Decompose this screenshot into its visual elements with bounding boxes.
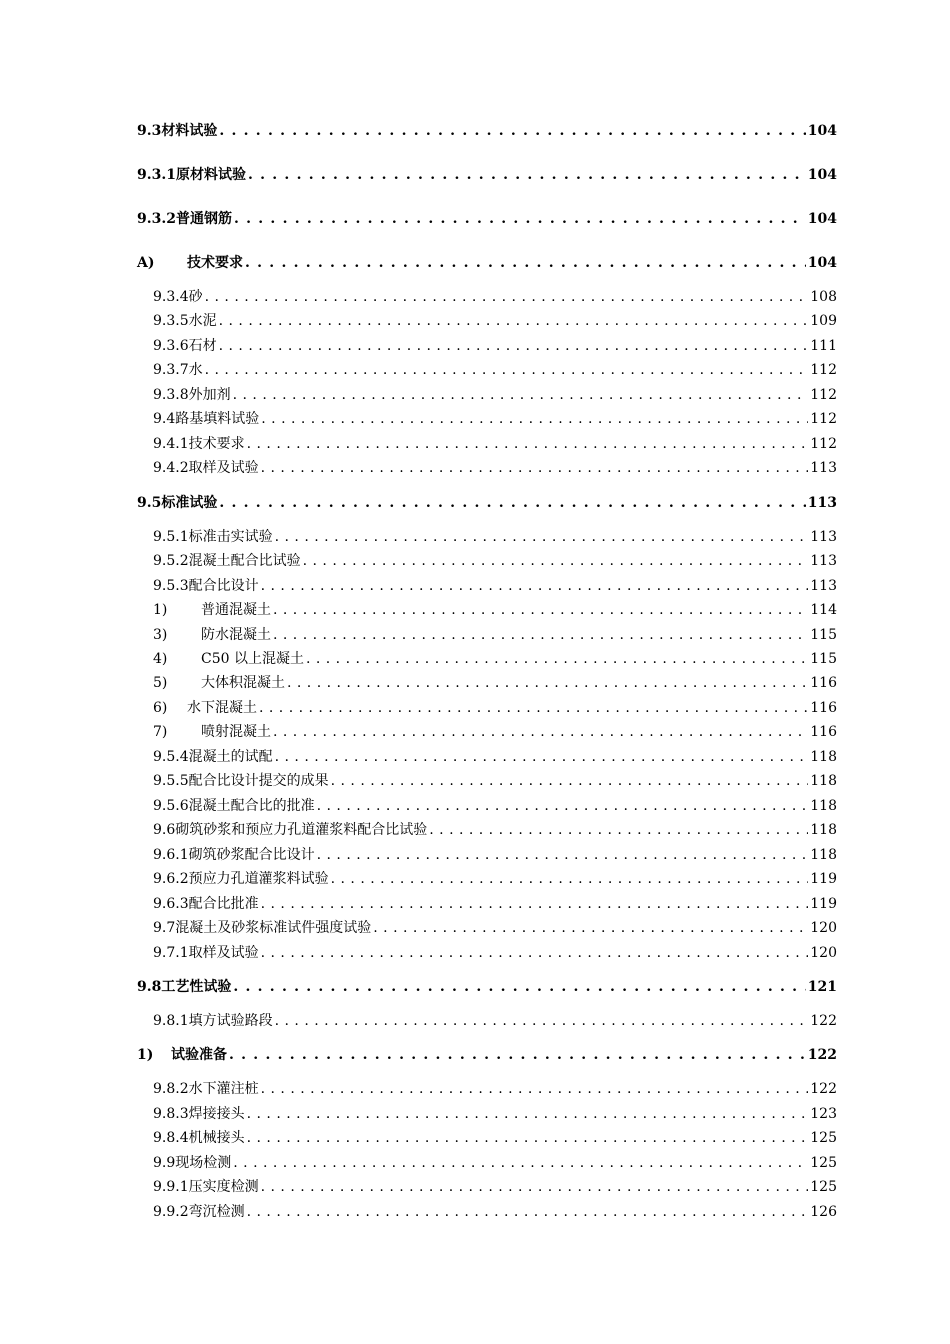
toc-dot-leader — [219, 495, 805, 511]
toc-entry-number: 9.8.3 — [153, 1106, 189, 1122]
toc-entry-number: 9.5.1 — [153, 529, 189, 545]
toc-entry[interactable] — [153, 526, 837, 546]
toc-entry-number: 9.3.6 — [153, 338, 189, 354]
toc-entry[interactable] — [137, 252, 837, 272]
toc-dot-leader — [248, 167, 806, 183]
toc-dot-leader — [331, 871, 809, 887]
toc-entry-number: 9.7.1 — [153, 945, 189, 961]
toc-page-number: 118 — [810, 822, 837, 838]
toc-page-number: 120 — [810, 945, 837, 961]
toc-entry-number: 9.3.1 — [137, 167, 176, 183]
toc-entry-number: 9.5.4 — [153, 749, 189, 765]
toc-entry-title: 焊接接头 — [188, 1106, 245, 1122]
toc-entry-number: 9.5.5 — [153, 773, 189, 789]
toc-entry-number: 9.4 — [153, 411, 176, 427]
toc-entry-title: 砌筑砂浆配合比设计 — [188, 847, 315, 863]
toc-entry-title: 现场检测 — [175, 1155, 232, 1171]
toc-dot-leader — [233, 979, 805, 995]
toc-page-number: 111 — [810, 338, 837, 354]
toc-entry[interactable] — [153, 575, 837, 595]
toc-entry-number: 9.3.7 — [153, 362, 189, 378]
toc-entry-number: 5) — [153, 675, 168, 691]
toc-entry-title: 弯沉检测 — [188, 1204, 245, 1220]
toc-entry-title: 砌筑砂浆和预应力孔道灌浆料配合比试验 — [175, 822, 428, 838]
toc-dot-leader — [273, 627, 808, 643]
toc-entry[interactable] — [137, 120, 837, 140]
toc-entry-number: 9.6.2 — [153, 871, 189, 887]
toc-entry-number: 1) — [153, 602, 168, 618]
toc-dot-leader — [373, 920, 808, 936]
toc-entry-number: 9.5 — [137, 495, 162, 511]
toc-entry-title: 技术要求 — [187, 255, 243, 271]
toc-entry[interactable] — [137, 164, 837, 184]
toc-entry-number: 9.6 — [153, 822, 176, 838]
toc-page-number: 112 — [810, 362, 837, 378]
toc-page-number: 113 — [810, 553, 837, 569]
toc-dot-leader — [247, 1130, 809, 1146]
toc-entry-title: 标准试验 — [161, 495, 218, 511]
toc-entry[interactable] — [153, 1010, 837, 1030]
toc-entry-title: 材料试验 — [161, 123, 218, 139]
toc-entry[interactable] — [153, 942, 837, 962]
toc-entry[interactable] — [153, 770, 837, 790]
toc-dot-leader — [245, 255, 806, 271]
toc-page-number: 118 — [810, 798, 837, 814]
toc-entry[interactable] — [137, 1044, 837, 1064]
toc-entry[interactable] — [153, 550, 837, 570]
toc-entry-title: 水下灌注桩 — [188, 1081, 259, 1097]
toc-entry[interactable] — [153, 433, 837, 453]
toc-entry-title: 工艺性试验 — [161, 979, 232, 995]
toc-entry[interactable] — [153, 359, 837, 379]
toc-entry-title: 配合比设计提交的成果 — [188, 773, 329, 789]
toc-dot-leader — [261, 945, 809, 961]
toc-entry[interactable] — [153, 335, 837, 355]
toc-entry[interactable] — [153, 1103, 837, 1123]
toc-page-number: 109 — [810, 313, 837, 329]
toc-entry[interactable] — [153, 672, 837, 692]
toc-entry-title: 技术要求 — [188, 436, 245, 452]
toc-page-number: 116 — [810, 675, 837, 691]
toc-entry-number: 9.8.2 — [153, 1081, 189, 1097]
toc-entry-title: 填方试验路段 — [188, 1013, 273, 1029]
toc-dot-leader — [229, 1047, 806, 1063]
toc-entry-title: 混凝土的试配 — [188, 749, 273, 765]
toc-page-number: 121 — [807, 979, 837, 995]
toc-entry[interactable] — [153, 746, 837, 766]
toc-entry[interactable] — [153, 384, 837, 404]
toc-dot-leader — [275, 529, 809, 545]
toc-entry-number: 9.9.1 — [153, 1179, 189, 1195]
toc-entry-number: 9.7 — [153, 920, 176, 936]
toc-entry-number: 9.3.5 — [153, 313, 189, 329]
toc-dot-leader — [259, 700, 808, 716]
toc-dot-leader — [275, 749, 809, 765]
toc-dot-leader — [303, 553, 809, 569]
toc-entry-number: 9.5.2 — [153, 553, 189, 569]
toc-entry-title: 外加剂 — [188, 387, 231, 403]
toc-entry-number: 6) — [153, 700, 168, 716]
toc-page-number: 116 — [810, 700, 837, 716]
toc-page-number: 104 — [807, 255, 837, 271]
toc-entry-number: 9.5.6 — [153, 798, 189, 814]
toc-entry[interactable] — [153, 408, 837, 428]
toc-page-number: 119 — [810, 871, 837, 887]
toc-entry[interactable] — [153, 648, 837, 668]
toc-entry-title: 水下混凝土 — [187, 700, 257, 716]
toc-entry-number: 9.4.2 — [153, 460, 189, 476]
toc-dot-leader — [261, 411, 808, 427]
toc-page-number: 123 — [810, 1106, 837, 1122]
toc-page-number: 120 — [810, 920, 837, 936]
toc-entry[interactable] — [153, 868, 837, 888]
toc-dot-leader — [247, 436, 809, 452]
toc-entry-title: 压实度检测 — [188, 1179, 259, 1195]
toc-entry[interactable] — [153, 1176, 837, 1196]
toc-entry[interactable] — [153, 457, 837, 477]
toc-entry-title: 路基填料试验 — [175, 411, 260, 427]
toc-entry-title: 砂 — [188, 289, 203, 305]
toc-entry-title: 混凝土及砂浆标准试件强度试验 — [175, 920, 372, 936]
toc-entry-title: 试验准备 — [171, 1047, 227, 1063]
toc-dot-leader — [275, 1013, 809, 1029]
toc-entry-title: 原材料试验 — [175, 167, 246, 183]
toc-entry-title: 喷射混凝土 — [201, 724, 271, 740]
toc-page-number: 108 — [810, 289, 837, 305]
toc-entry[interactable] — [153, 599, 837, 619]
toc-entry-number: 9.4.1 — [153, 436, 189, 452]
toc-page-number: 122 — [807, 1047, 837, 1063]
toc-dot-leader — [261, 578, 809, 594]
toc-entry-number: 4) — [153, 651, 168, 667]
toc-entry-title: 普通混凝土 — [201, 602, 271, 618]
toc-dot-leader — [306, 651, 808, 667]
toc-dot-leader — [261, 896, 809, 912]
toc-entry-title: 石材 — [188, 338, 217, 354]
toc-entry[interactable] — [153, 844, 837, 864]
toc-page-number: 122 — [810, 1081, 837, 1097]
toc-entry[interactable] — [153, 1127, 837, 1147]
toc-entry-title: 防水混凝土 — [201, 627, 271, 643]
toc-entry[interactable] — [153, 795, 837, 815]
toc-page-number: 113 — [810, 529, 837, 545]
toc-entry-title: 配合比批准 — [188, 896, 259, 912]
toc-entry[interactable] — [153, 1201, 837, 1221]
toc-entry-number: 3) — [153, 627, 168, 643]
toc-entry-title: C50 以上混凝土 — [201, 651, 304, 667]
toc-entry-title: 配合比设计 — [188, 578, 259, 594]
toc-dot-leader — [331, 773, 809, 789]
toc-entry-number: 9.5.3 — [153, 578, 189, 594]
toc-entry-title: 大体积混凝土 — [201, 675, 285, 691]
toc-entry[interactable] — [153, 1078, 837, 1098]
toc-entry-number: 9.8.1 — [153, 1013, 189, 1029]
toc-dot-leader — [219, 313, 809, 329]
toc-entry-title: 水泥 — [188, 313, 217, 329]
toc-dot-leader — [233, 1155, 808, 1171]
toc-entry-title: 预应力孔道灌浆料试验 — [188, 871, 329, 887]
toc-page-number: 125 — [810, 1155, 837, 1171]
toc-page-number: 112 — [810, 411, 837, 427]
toc-entry[interactable] — [137, 208, 837, 228]
toc-page-number: 104 — [807, 211, 837, 227]
toc-entry-title: 混凝土配合比试验 — [188, 553, 301, 569]
toc-entry-number: 9.8.4 — [153, 1130, 189, 1146]
toc-dot-leader — [247, 1204, 809, 1220]
toc-entry[interactable] — [153, 624, 837, 644]
toc-dot-leader — [273, 724, 808, 740]
toc-entry[interactable] — [153, 310, 837, 330]
toc-entry-title: 标准击实试验 — [188, 529, 273, 545]
toc-entry[interactable] — [153, 893, 837, 913]
toc-page-number: 118 — [810, 749, 837, 765]
toc-entry[interactable] — [137, 492, 837, 512]
toc-page-number: 113 — [807, 495, 837, 511]
toc-dot-leader — [205, 362, 809, 378]
toc-dot-leader — [261, 1081, 809, 1097]
toc-entry-number: 9.6.1 — [153, 847, 189, 863]
toc-page-number: 104 — [807, 167, 837, 183]
toc-page-number: 122 — [810, 1013, 837, 1029]
toc-entry-title: 混凝土配合比的批准 — [188, 798, 315, 814]
toc-entry[interactable] — [153, 721, 837, 741]
toc-page-number: 115 — [810, 651, 837, 667]
toc-page-number: 116 — [810, 724, 837, 740]
toc-dot-leader — [219, 123, 805, 139]
toc-page-number: 113 — [810, 578, 837, 594]
toc-dot-leader — [219, 338, 809, 354]
toc-entry-title: 普通钢筋 — [175, 211, 232, 227]
toc-page-number: 118 — [810, 773, 837, 789]
toc-entry-number: 1) — [137, 1047, 154, 1063]
toc-entry-number: 7) — [153, 724, 168, 740]
toc-dot-leader — [429, 822, 808, 838]
toc-entry[interactable] — [153, 697, 837, 717]
toc-dot-leader — [205, 289, 809, 305]
toc-page-number: 126 — [810, 1204, 837, 1220]
toc-dot-leader — [317, 798, 809, 814]
toc-entry-number: A) — [137, 255, 155, 271]
toc-entry[interactable] — [153, 286, 837, 306]
toc-page-number: 115 — [810, 627, 837, 643]
toc-dot-leader — [261, 460, 809, 476]
toc-page-number: 119 — [810, 896, 837, 912]
toc-entry-number: 9.9 — [153, 1155, 176, 1171]
toc-page-number: 125 — [810, 1130, 837, 1146]
toc-entry[interactable] — [153, 917, 837, 937]
toc-page-number: 112 — [810, 387, 837, 403]
toc-entry-number: 9.6.3 — [153, 896, 189, 912]
toc-page-number: 104 — [807, 123, 837, 139]
toc-entry-number: 9.8 — [137, 979, 162, 995]
toc-entry-title: 取样及试验 — [188, 460, 259, 476]
toc-entry-title: 取样及试验 — [188, 945, 259, 961]
toc-entry-title: 机械接头 — [188, 1130, 245, 1146]
toc-entry-number: 9.3 — [137, 123, 162, 139]
toc-page-number: 118 — [810, 847, 837, 863]
toc-page-number: 114 — [810, 602, 837, 618]
toc-page-number: 125 — [810, 1179, 837, 1195]
toc-entry[interactable] — [153, 1152, 837, 1172]
toc-page-number: 112 — [810, 436, 837, 452]
toc-dot-leader — [261, 1179, 809, 1195]
toc-page-number: 113 — [810, 460, 837, 476]
toc-dot-leader — [234, 211, 806, 227]
toc-dot-leader — [273, 602, 808, 618]
toc-entry-title: 水 — [188, 362, 203, 378]
toc-dot-leader — [233, 387, 809, 403]
toc-dot-leader — [247, 1106, 809, 1122]
toc-entry-number: 9.3.8 — [153, 387, 189, 403]
toc-dot-leader — [287, 675, 808, 691]
toc-entry-number: 9.9.2 — [153, 1204, 189, 1220]
toc-dot-leader — [317, 847, 809, 863]
toc-entry-number: 9.3.4 — [153, 289, 189, 305]
toc-entry[interactable] — [153, 819, 837, 839]
toc-entry-number: 9.3.2 — [137, 211, 176, 227]
toc-entry[interactable] — [137, 976, 837, 996]
